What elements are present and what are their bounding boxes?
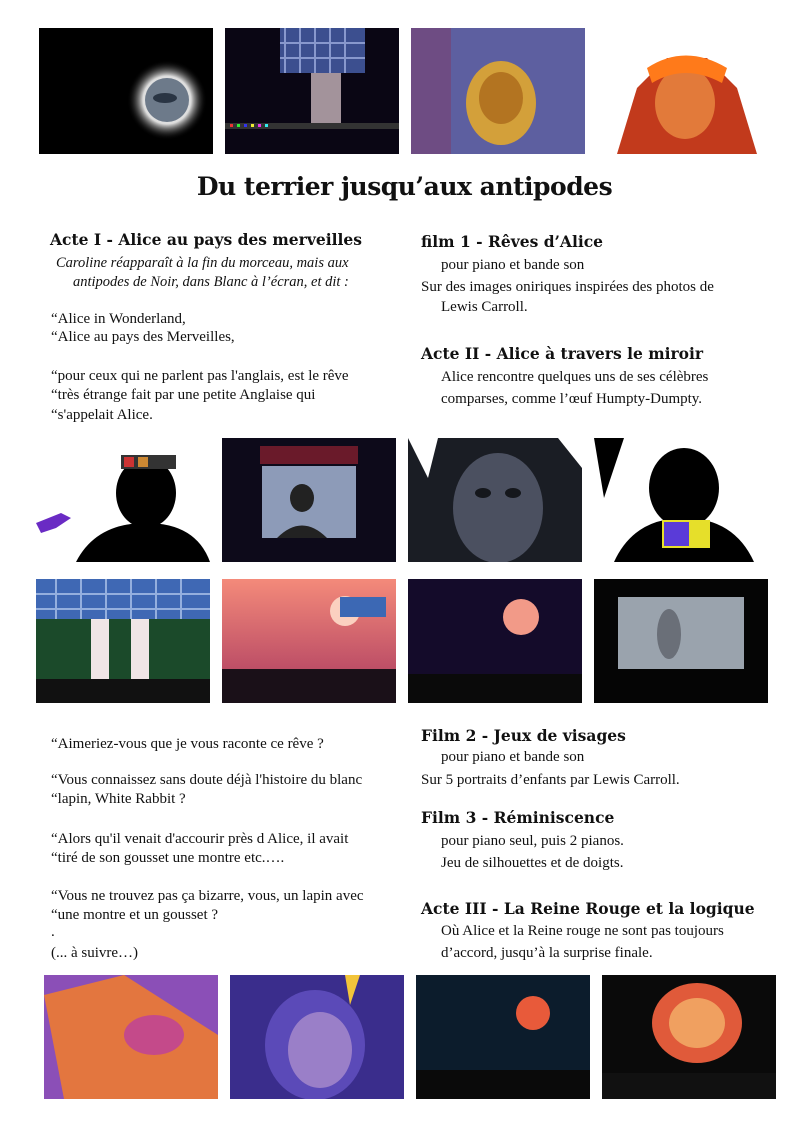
quote-line: . xyxy=(51,924,55,940)
quote-line: “une montre et un gousset ? xyxy=(51,907,219,923)
quote-line: “lapin, White Rabbit ? xyxy=(51,791,186,807)
photo-moon-dark xyxy=(408,579,582,703)
page-title: Du terrier jusqu’aux antipodes xyxy=(196,172,613,201)
quote-line: “Vous connaissez sans doute déjà l'histoire du blanc xyxy=(51,772,363,788)
to-be-continued: (... à suivre…) xyxy=(51,945,139,961)
quote-line: “pour ceux qui ne parlent pas l'anglais, est le rêve xyxy=(51,368,349,384)
photo-red-face xyxy=(602,975,776,1099)
quote-line: “Alors qu'il venait d'accourir près d Alice, il avait xyxy=(51,831,349,847)
film3-line: pour piano seul, puis 2 pianos. xyxy=(441,833,624,849)
photo-silhouette-hand xyxy=(36,438,210,562)
photo-orange-moon xyxy=(416,975,590,1099)
acte2-line: Alice rencontre quelques uns de ses célèbres xyxy=(441,369,709,385)
acte1-heading: Acte I - Alice au pays des merveilles xyxy=(50,230,362,249)
photo-face-shadow xyxy=(408,438,582,562)
quote-line: “Alice in Wonderland, xyxy=(51,311,186,327)
acte2-heading: Acte II - Alice à travers le miroir xyxy=(421,344,704,363)
acte2-line: comparses, comme l’œuf Humpty-Dumpty. xyxy=(441,391,703,407)
film2-line: Sur 5 portraits d’enfants par Lewis Carroll. xyxy=(421,772,680,788)
photo-child-portrait-purple xyxy=(230,975,404,1099)
photo-girl-collage xyxy=(411,28,585,154)
film2-line: pour piano et bande son xyxy=(441,749,585,765)
quote-line: “tiré de son gousset une montre etc.…. xyxy=(51,850,285,866)
photo-moon-mirror xyxy=(39,28,213,154)
quote-line: “Aimeriez-vous que je vous raconte ce rêve ? xyxy=(51,736,324,752)
quote-line: “s'appelait Alice. xyxy=(51,407,153,423)
film1-heading: film 1 - Rêves d’Alice xyxy=(421,232,604,251)
quote-line: “Vous ne trouvez pas ça bizarre, vous, un lapin avec xyxy=(51,888,364,904)
photo-framed-child xyxy=(594,579,768,703)
quote-line: “Alice au pays des Merveilles, xyxy=(51,329,235,345)
film1-line: Sur des images oniriques inspirées des photos de xyxy=(421,279,714,295)
acte1-intro-line: Caroline réapparaît à la fin du morceau, mais aux xyxy=(56,255,349,271)
photo-orange-collage xyxy=(44,975,218,1099)
acte3-line: d’accord, jusqu’à la surprise finale. xyxy=(441,945,653,961)
film3-heading: Film 3 - Réminiscence xyxy=(421,808,615,827)
acte3-heading: Acte III - La Reine Rouge et la logique xyxy=(421,899,755,918)
acte3-line: Où Alice et la Reine rouge ne sont pas toujours xyxy=(441,923,724,939)
photo-plaid-skirt xyxy=(225,28,399,154)
acte1-intro-line: antipodes de Noir, dans Blanc à l’écran, et dit : xyxy=(73,274,349,290)
film1-line: pour piano et bande son xyxy=(441,257,585,273)
photo-plaid-legs xyxy=(36,579,210,703)
photo-silhouette-frame xyxy=(222,438,396,562)
film2-heading: Film 2 - Jeux de visages xyxy=(421,726,626,745)
photo-silhouette-screen xyxy=(594,438,768,562)
quote-line: “très étrange fait par une petite Anglaise qui xyxy=(51,387,316,403)
film1-line: Lewis Carroll. xyxy=(441,299,528,315)
film3-line: Jeu de silhouettes et de doigts. xyxy=(441,855,624,871)
photo-girl-orange xyxy=(597,28,771,154)
photo-pink-sky xyxy=(222,579,396,703)
